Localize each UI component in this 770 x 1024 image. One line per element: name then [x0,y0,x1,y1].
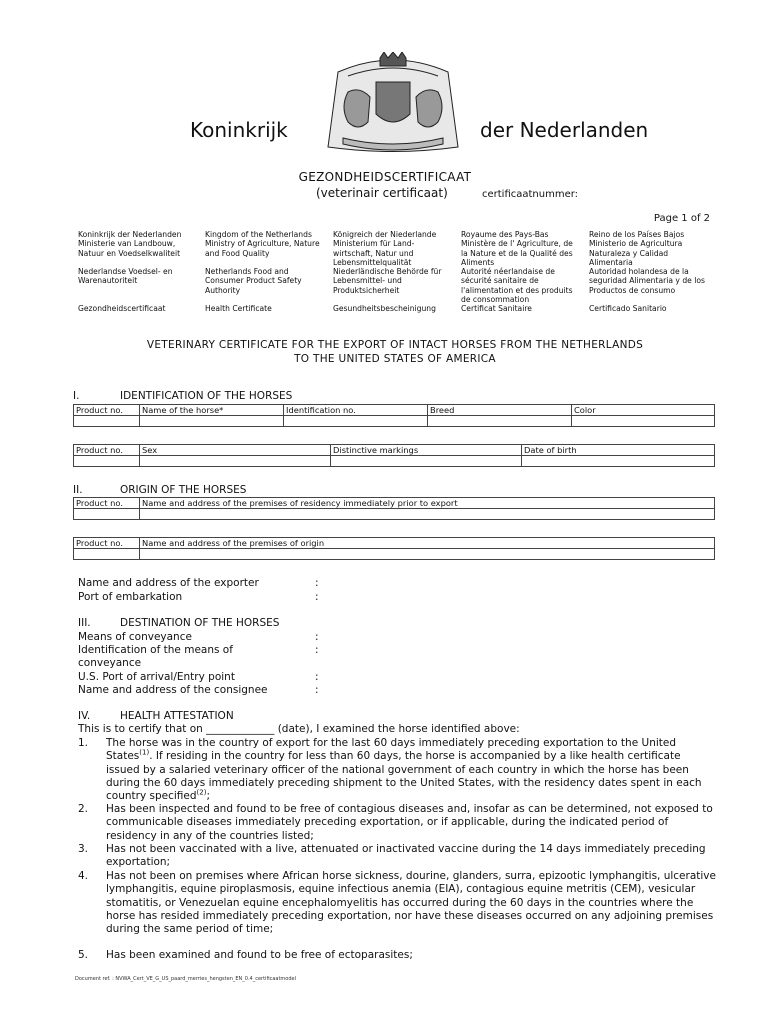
coat-of-arms-crest-icon [318,52,468,156]
language-column-de: Königreich der Niederlande Ministerium für Land- wirtschaft, Natur und Lebensmittelqualität Niederländische Behörde für Lebensmittel- und Produktsicherheit Gesundheitsbescheinigung [333,230,442,314]
header-right-word: der Nederlanden [480,118,649,142]
language-column-nl: Koninkrijk der Nederlanden Ministerie van Landbouw, Natuur en Voedselkwaliteit Nederlandse Voedsel- en Warenautoriteit Gezondheidscertificaat [78,230,182,314]
exporter-fields: Name and address of the exporter : Port of embarkation : [78,577,319,603]
certificate-heading: GEZONDHEIDSCERTIFICAAT [298,170,472,184]
attestation-intro: This is to certify that on _____________ (date), I examined the horse identified above: [78,723,520,735]
origin-table: Product no. Name and address of the premises of origin [73,537,715,560]
attestation-list: 1. The horse was in the country of export for the last 60 days immediately preceding exportation to the United States$^{(1)}$. If residing in the country for less than 60 days, the horse is accompanied by a like health certificate issued by a salaried veterinary officer of the national government of each country in which the horse has been during the 60 days immediately preceding shipment to the United States, with the residency dates spent in each country specified$^{(2)}$; 2. Has been inspected and found to be free of contagious diseases and, insofar as can be determined, not exposed to communicable diseases immediately preceding exportation, or if applicable, during the indicated period of residency in any of the countries listed; 3. Has not been vaccinated with a live, attenuated or inactivated vaccine during the 14 days immediately preceding exportation; 4. Has not been on premises where African horse sickness, dourine, glanders, surra, epizootic lymphangitis, ulcerative lymphangitis, equine piroplasmosis, equine infectious anemia (EIA), contagious equine metritis (CEM), vesicular stomatitis, or Venezuelan equine encephalomyelitis has occurred during the 60 days in the countries where the horse has resided immediately preceding exportation, nor have these diseases occurred on any adjoining premises during the same period of time; 5. Has been examined and found to be free of ectoparasites; [78,737,716,961]
section-4-heading: IV. HEALTH ATTESTATION [78,710,234,722]
page-number: Page 1 of 2 [653,213,710,224]
description-table: Product no. Sex Distinctive markings Date of birth [73,444,715,467]
attestation-item-3: Has not been vaccinated with a live, attenuated or inactivated vaccine during the 14 days immediately preceding exportation; [106,843,706,869]
attestation-item-2: Has been inspected and found to be free of contagious diseases and, insofar as can be determined, not exposed to communicable diseases immediately preceding exportation, or if applicable, during the indicated period of residency in any of the countries listed; [106,803,713,842]
certificate-subheading: (veterinair certificaat) [316,186,448,200]
attestation-item-5: Has been examined and found to be free of ectoparasites; [106,949,413,961]
document-reference-footer: Document ref. : NVWA_Cert_VE_G_US_paard_merries_hengsten_EN_0.4_certificaatmodel [75,976,297,982]
attestation-item-1: The horse was in the country of export for the last 60 days immediately preceding exportation to the United States$^{(1)}$. If residing in the country for less than 60 days, the horse is accompanied by a like health certificate issued by a salaried veterinary officer of the national government of each country in which the horse has been during the 60 days immediately preceding shipment to the United States, with the residency dates spent in each country specified$^{(2)}$; [106,737,702,803]
veterinary-certificate-title: VETERINARY CERTIFICATE FOR THE EXPORT OF INTACT HORSES FROM THE NETHERLANDS TO THE UNITED STATES OF AMERICA [146,339,644,365]
attestation-item-4: Has not been on premises where African horse sickness, dourine, glanders, surra, epizootic lymphangitis, ulcerative lymphangitis, equine piroplasmosis, equine infectious anemia (EIA), contagious equine metritis (CEM), vesicular stomatitis, or Venezuelan equine encephalomyelitis has occurred during the 60 days in the countries where the horse has resided immediately preceding exportation, nor have these diseases occurred on any adjoining premises during the same period of time; [106,870,716,936]
language-column-es: Reino de los Países Bajos Ministerio de Agricultura Naturaleza y Calidad Alimentaria Autoridad holandesa de la seguridad Alimentaria y de los Productos de consumo Certificado Sanitario [589,230,705,314]
language-column-en: Kingdom of the Netherlands Ministry of Agriculture, Nature and Food Quality Netherlands Food and Consumer Product Safety Authority Health Certificate [205,230,320,314]
section-1-heading: I. IDENTIFICATION OF THE HORSES [73,390,293,402]
section-3-heading: III. DESTINATION OF THE HORSES [78,617,280,629]
destination-fields: Means of conveyance : Identification of the means of : conveyance U.S. Port of arrival/Entry point : Name and address of the consignee : [78,631,319,696]
header-left-word: Koninkrijk [190,118,288,142]
language-column-fr: Royaume des Pays-Bas Ministère de l' Agriculture, de la Nature et de la Qualité des Aliments Autorité néerlandaise de sécurité sanitaire de l'alimentation et des produits de consommation Certificat Sanitaire [461,230,573,314]
identification-table: Product no. Name of the horse* Identification no. Breed Color [73,404,715,427]
section-2-heading: II. ORIGIN OF THE HORSES [73,484,247,496]
certificate-number-label: certificaatnummer: [482,189,579,200]
residency-table: Product no. Name and address of the premises of residency immediately prior to export [73,497,715,520]
